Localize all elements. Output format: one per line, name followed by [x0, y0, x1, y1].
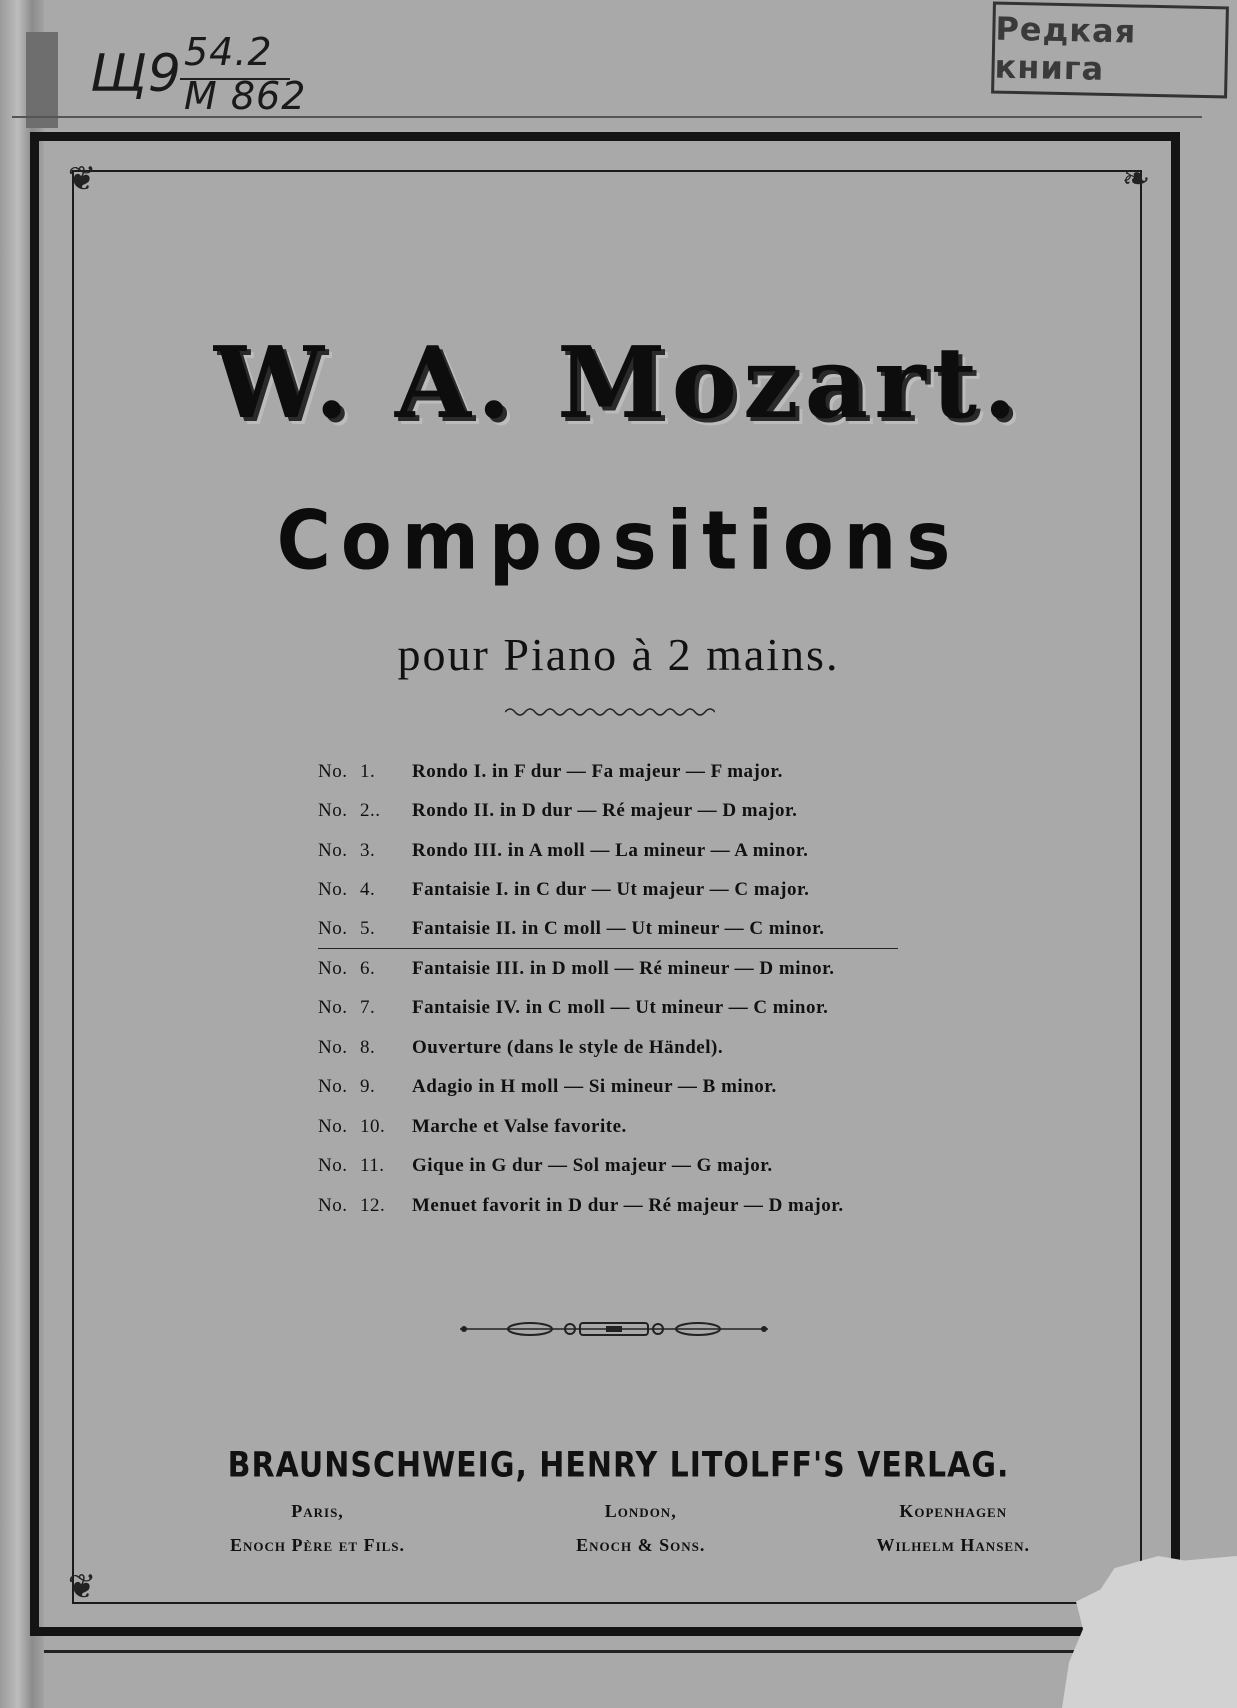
item-title: Fantaisie II. in C moll — Ut mineur — C minor. — [412, 918, 825, 939]
list-item — [318, 989, 958, 1029]
item-prefix: No. — [318, 879, 348, 901]
item-number: 12. — [360, 1194, 386, 1216]
item-prefix: No. — [318, 1194, 348, 1216]
item-number: 5. — [360, 918, 376, 939]
list-item — [318, 1186, 958, 1226]
top-rule — [12, 116, 1202, 118]
list-item — [318, 1028, 958, 1068]
composer-name: W. A. Mozart. — [213, 326, 1024, 441]
list-item — [318, 752, 958, 792]
wavy-divider-icon — [505, 706, 715, 718]
shelfmark-author-code: М 862 — [184, 74, 307, 118]
item-title: Fantaisie IV. in C moll — Ut mineur — C minor. — [412, 997, 829, 1019]
item-prefix: No. — [318, 760, 348, 782]
bottom-rule — [44, 1650, 1184, 1653]
shelfmark-code: Щ9 — [90, 44, 182, 104]
list-item — [318, 949, 958, 989]
agent-kopenhagen — [876, 1494, 1030, 1562]
item-number: 9. — [360, 1076, 376, 1098]
work-title: Compositions — [276, 493, 961, 589]
item-prefix: No. — [318, 1076, 348, 1098]
agents — [230, 1494, 1030, 1562]
list-item — [318, 871, 958, 911]
item-title: Fantaisie I. in C dur — Ut majeur — C major. — [412, 879, 810, 901]
shelfmark-class: 54.2 — [184, 30, 273, 74]
item-title: Fantaisie III. in D moll — Ré mineur — D minor. — [412, 957, 835, 979]
item-prefix: No. — [318, 800, 348, 822]
list-item — [318, 1107, 958, 1147]
item-prefix: No. — [318, 918, 348, 939]
item-number: 6. — [360, 957, 376, 979]
corner-flourish-icon: ❦ — [67, 1569, 97, 1606]
item-title: Marche et Valse favorite. — [412, 1115, 627, 1137]
item-number: 2.. — [360, 800, 381, 822]
item-prefix: No. — [318, 1155, 348, 1177]
item-number: 1. — [360, 760, 376, 782]
agent-paris — [230, 1494, 405, 1562]
list-item — [318, 1147, 958, 1187]
agent-city: London, — [604, 1501, 677, 1521]
agent-firm: Wilhelm Hansen. — [876, 1535, 1030, 1555]
agent-city: Kopenhagen — [899, 1501, 1008, 1521]
item-title: Ouverture (dans le style de Händel). — [412, 1036, 724, 1058]
item-prefix: No. — [318, 957, 348, 979]
item-number: 4. — [360, 879, 376, 901]
item-number: 7. — [360, 997, 376, 1019]
item-prefix: No. — [318, 1115, 348, 1137]
corner-flourish-icon: ❧ — [1121, 161, 1151, 198]
agent-firm: Enoch Père et Fils. — [230, 1535, 406, 1555]
contents-list — [318, 752, 958, 1226]
list-item — [318, 792, 958, 832]
item-title: Menuet favorit in D dur — Ré majeur — D major. — [412, 1194, 844, 1216]
item-title: Rondo I. in F dur — Fa majeur — F major. — [412, 760, 783, 782]
item-number: 8. — [360, 1036, 376, 1058]
item-title: Rondo II. in D dur — Ré majeur — D major. — [412, 800, 798, 822]
instrumentation: pour Piano à 2 mains. — [397, 629, 840, 680]
item-prefix: No. — [318, 997, 348, 1019]
item-title: Adagio in H moll — Si mineur — B minor. — [412, 1076, 777, 1098]
item-prefix: No. — [318, 839, 348, 861]
item-prefix: No. — [318, 1036, 348, 1058]
item-number: 11. — [360, 1155, 385, 1177]
rare-book-stamp: Редкая книга — [991, 2, 1229, 99]
corner-flourish-icon: ❦ — [67, 161, 97, 198]
ornamental-divider-icon — [460, 1320, 768, 1338]
item-number: 3. — [360, 839, 376, 861]
list-item — [318, 1068, 958, 1108]
item-number: 10. — [360, 1115, 386, 1137]
binding-tab — [26, 32, 58, 128]
agent-firm: Enoch & Sons. — [576, 1535, 706, 1555]
item-title: Rondo III. in A moll — La mineur — A minor. — [412, 839, 809, 861]
agent-london — [576, 1494, 705, 1562]
list-item-highlighted — [318, 910, 898, 949]
item-title: Gique in G dur — Sol majeur — G major. — [412, 1155, 773, 1177]
agent-city: Paris, — [291, 1501, 344, 1521]
publisher-line: BRAUNSCHWEIG, HENRY LITOLFF'S VERLAG. — [227, 1445, 1010, 1486]
list-item — [318, 831, 958, 871]
